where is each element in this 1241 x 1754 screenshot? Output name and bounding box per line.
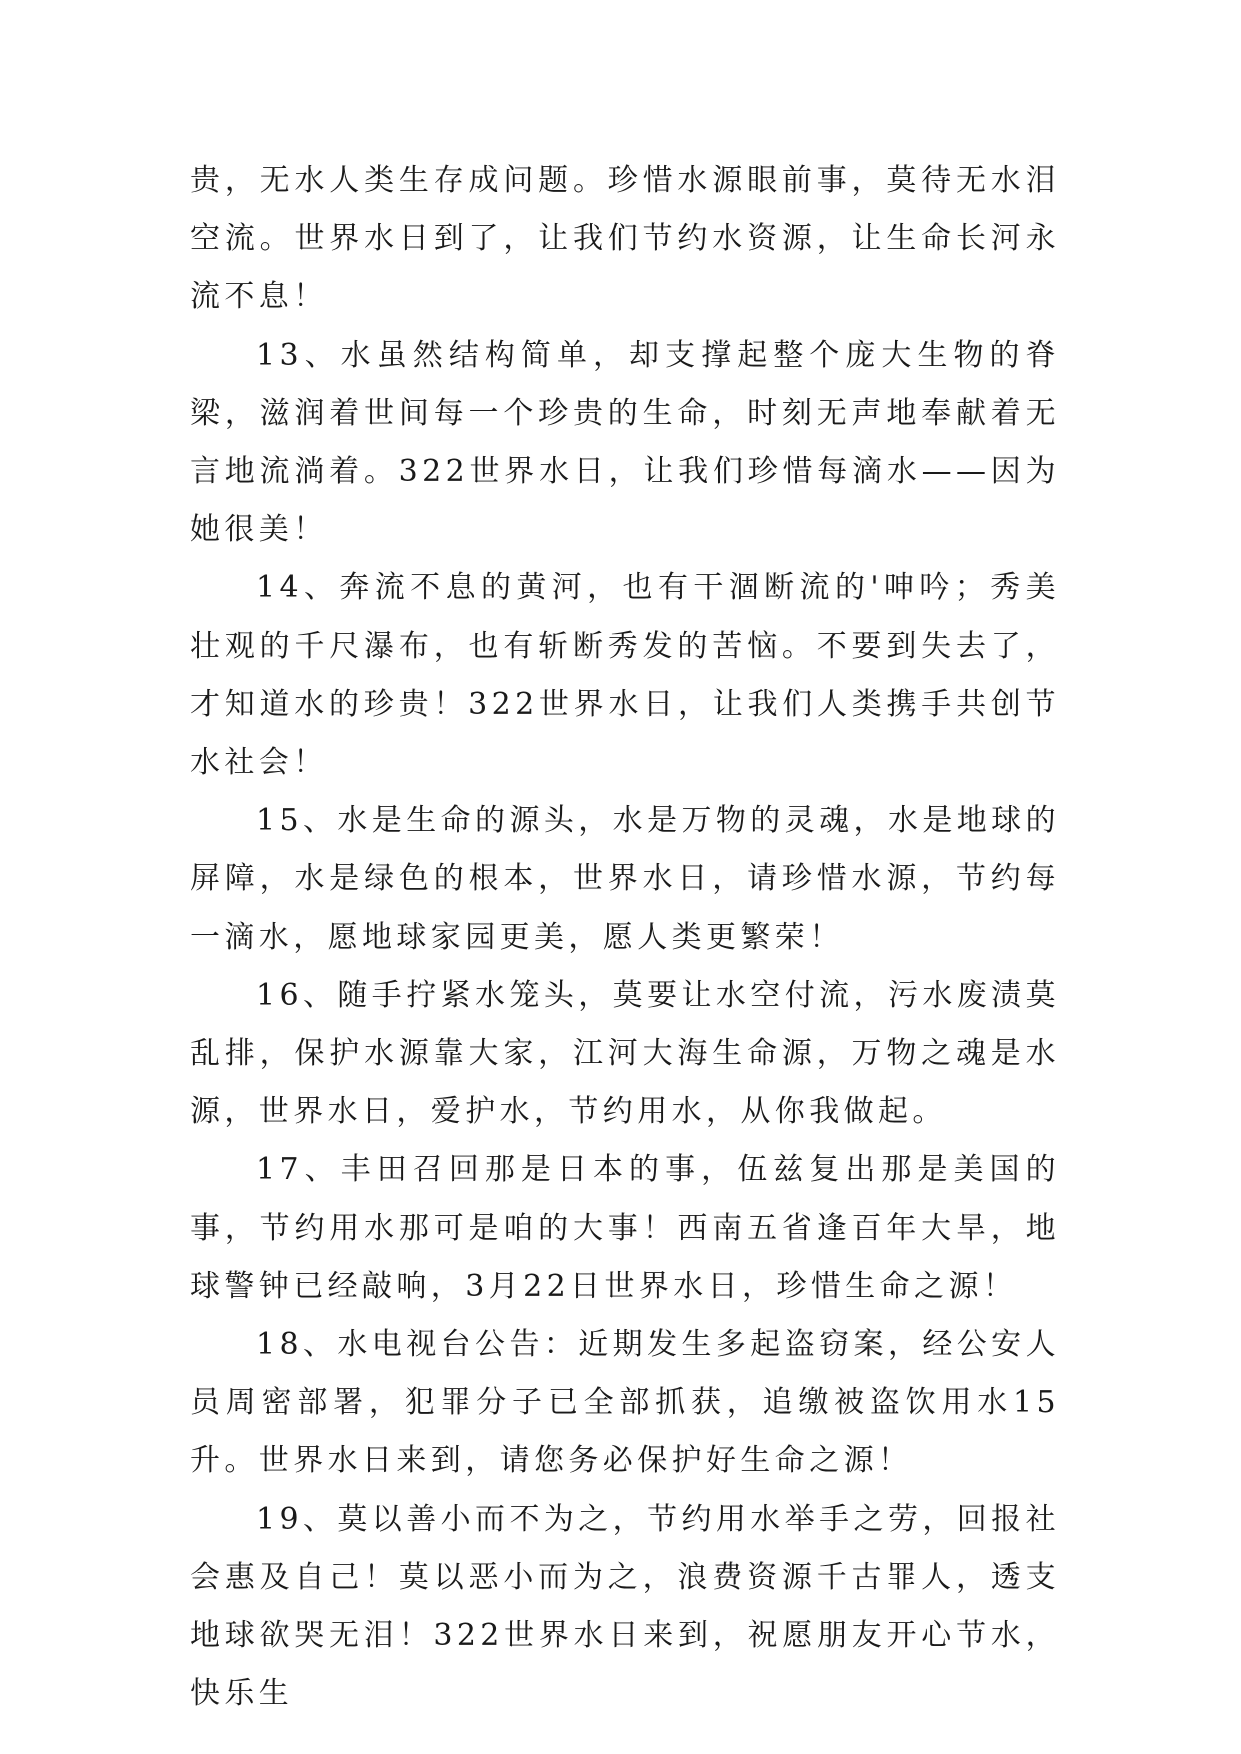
paragraph-continued: 贵，无水人类生存成问题。珍惜水源眼前事，莫待无水泪空流。世界水日到了，让我们节约水资源，让生命长河永流不息！ <box>190 163 1060 315</box>
paragraph-item-16: 16、随手拧紧水笼头，莫要让水空付流，污水废渍莫乱排，保护水源靠大家，江河大海生命源，万物之魂是水源，世界水日，爱护水，节约用水，从你我做起。 <box>190 977 1060 1130</box>
paragraph-item-18: 18、水电视台公告：近期发生多起盗窃案，经公安人员周密部署，犯罪分子已全部抓获，追缴被盗饮用水15升。世界水日来到，请您务必保护好生命之源！ <box>190 1327 1060 1479</box>
paragraph-item-15: 15、水是生命的源头，水是万物的灵魂，水是地球的屏障，水是绿色的根本，世界水日，请珍惜水源，节约每一滴水，愿地球家园更美，愿人类更繁荣！ <box>190 803 1060 955</box>
paragraph-item-14: 14、奔流不息的黄河，也有干涸断流的'呻吟；秀美壮观的千尺瀑布，也有斩断秀发的苦恼。不要到失去了，才知道水的珍贵！322世界水日，让我们人类携手共创节水社会！ <box>190 570 1060 781</box>
paragraph-item-19: 19、莫以善小而不为之，节约用水举手之劳，回报社会惠及自己！莫以恶小而为之，浪费资源千古罪人，透支地球欲哭无泪！322世界水日来到，祝愿朋友开心节水，快乐生 <box>190 1501 1060 1712</box>
paragraph-item-17: 17、丰田召回那是日本的事，伍兹复出那是美国的事，节约用水那可是咱的大事！西南五省逢百年大旱，地球警钟已经敲响，3月22日世界水日，珍惜生命之源！ <box>190 1152 1060 1304</box>
paragraph-item-13: 13、水虽然结构简单，却支撑起整个庞大生物的脊梁，滋润着世间每一个珍贵的生命，时刻无声地奉献着无言地流淌着。322世界水日，让我们珍惜每滴水——因为她很美！ <box>190 337 1060 548</box>
document-body <box>190 152 1060 1723</box>
